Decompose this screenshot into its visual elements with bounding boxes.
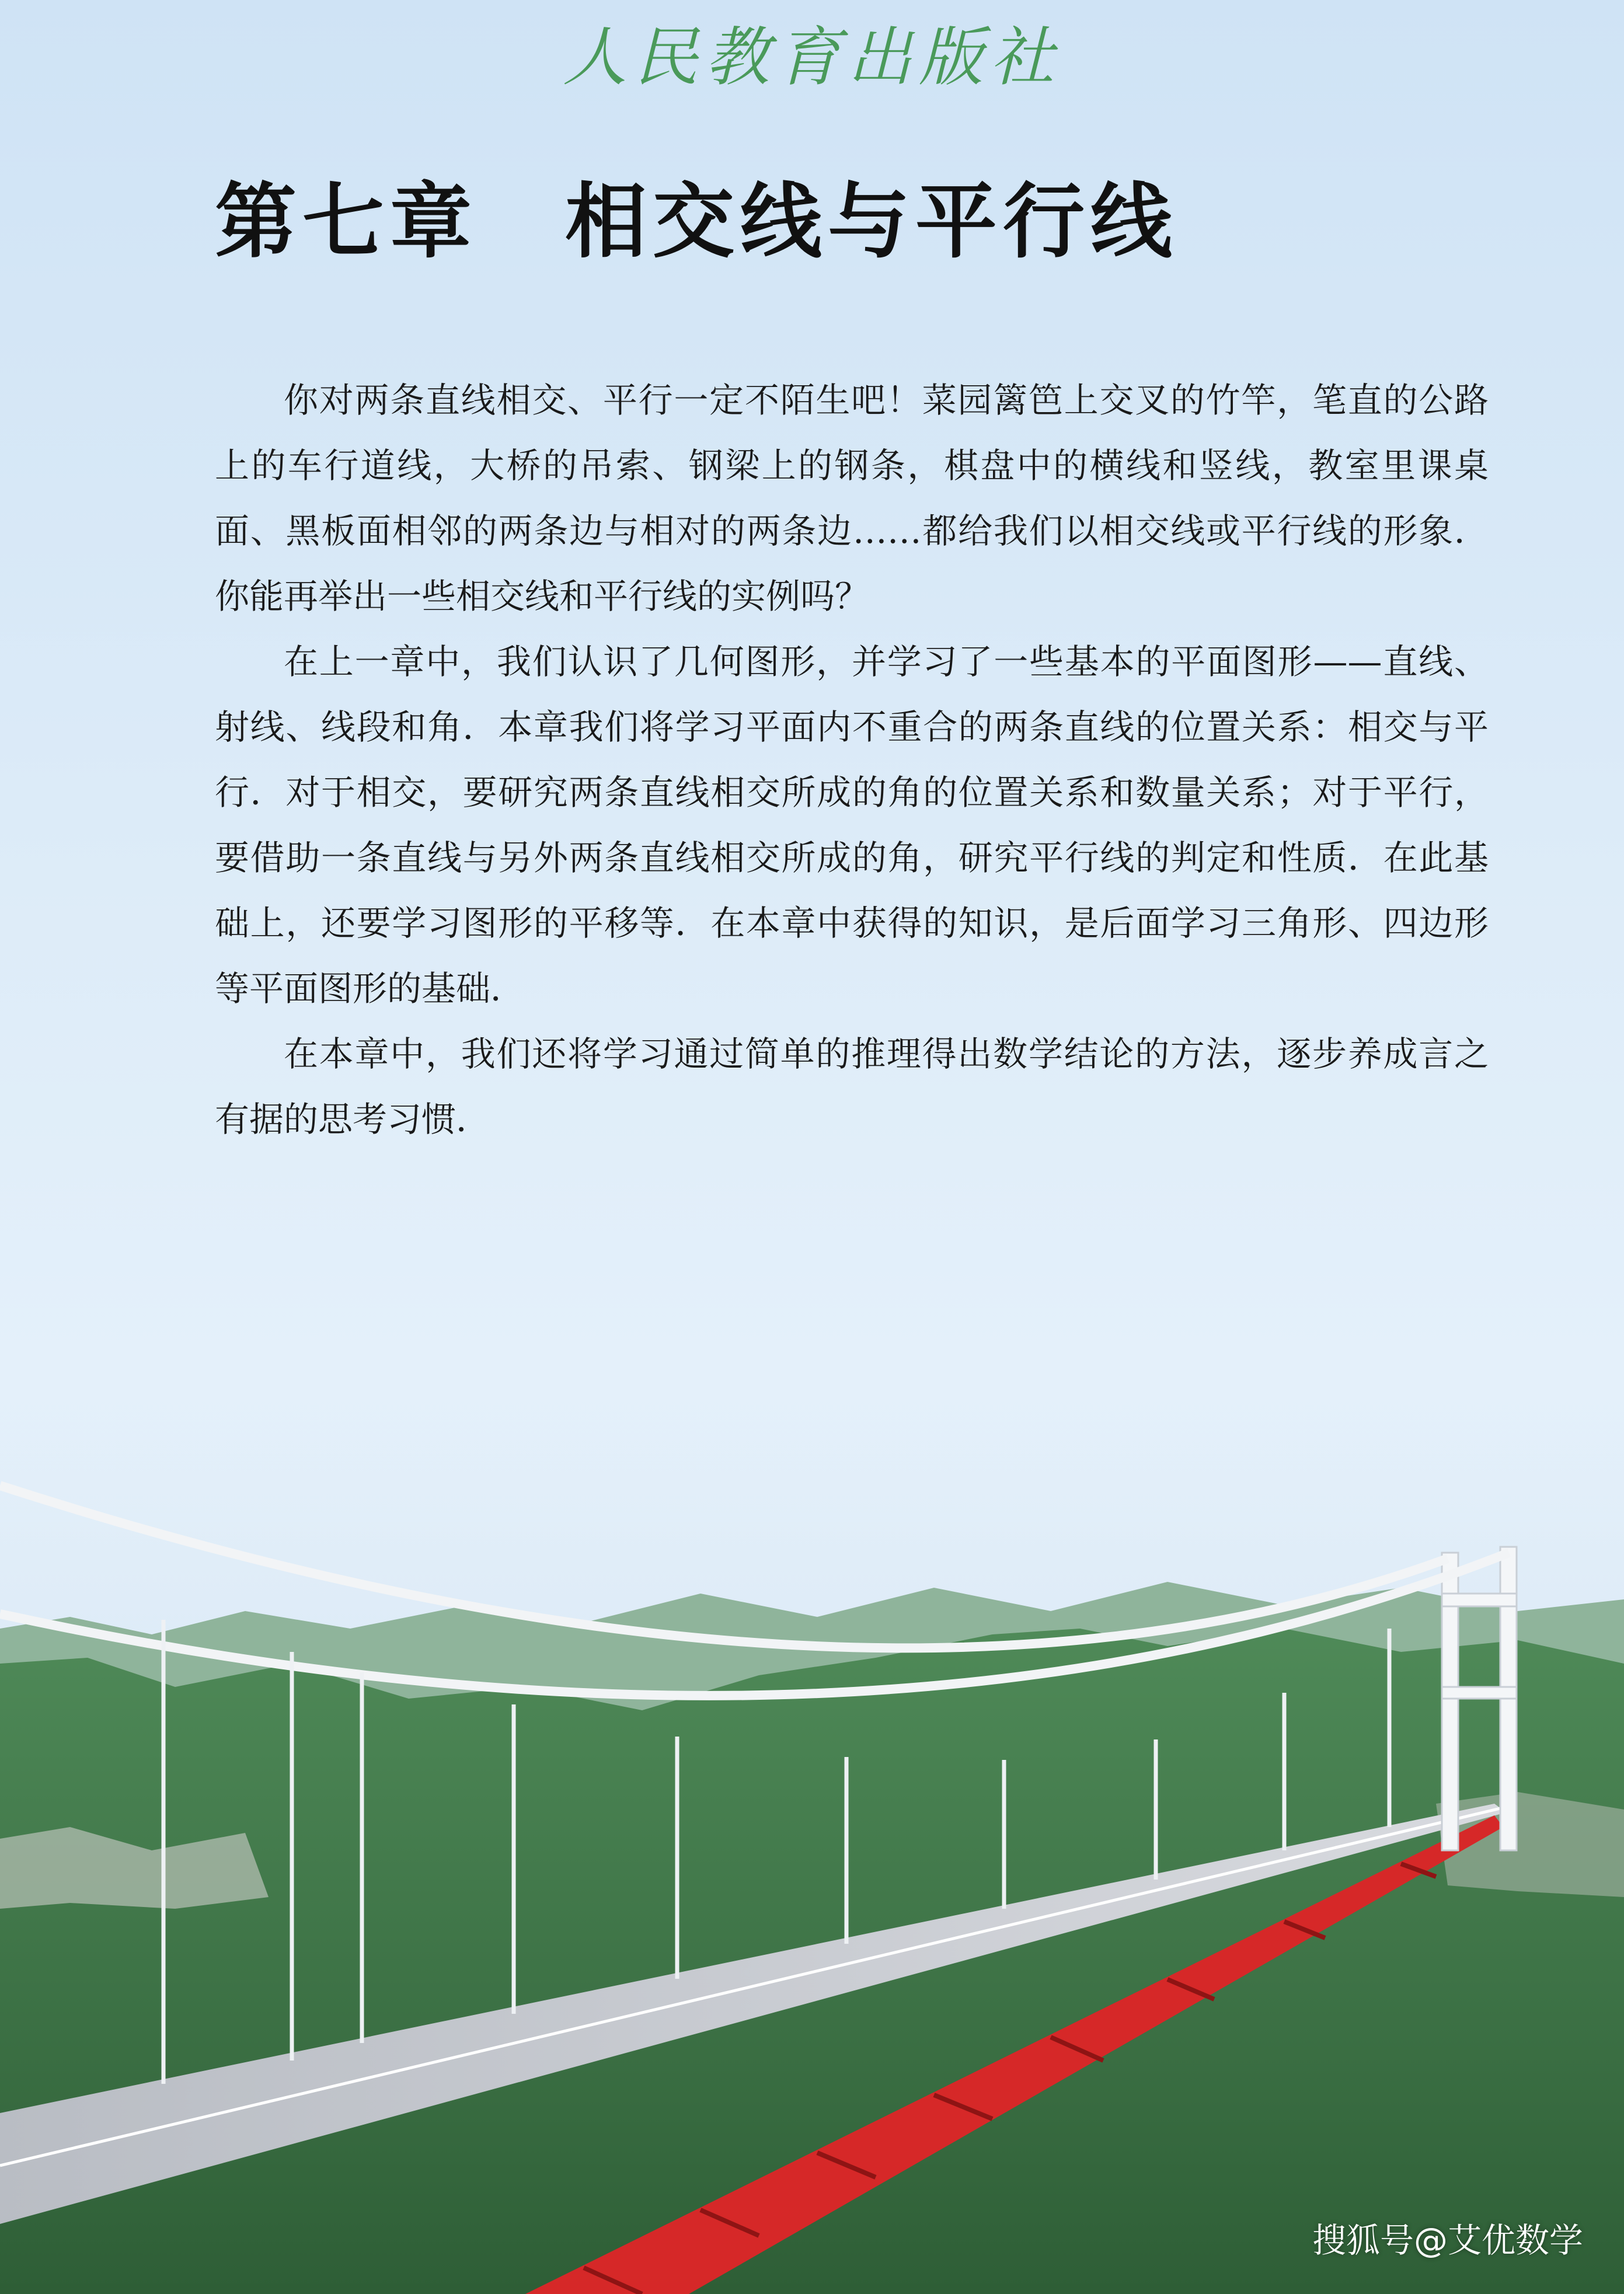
intro-paragraph-1: 你对两条直线相交、平行一定不陌生吧！菜园篱笆上交叉的竹竿，笔直的公路上的车行道线，大桥的吊索、钢梁上的钢条，棋盘中的横线和竖线，教室里课桌面、黑板面相邻的两条边与相对的两条边……都给我们以相交线或平行线的形象．你能再举出一些相交线和平行线的实例吗？ [215, 380, 1489, 616]
chapter-intro [215, 368, 1489, 1152]
chapter-title: 第七章 相交线与平行线 [215, 175, 1179, 270]
intro-paragraph-2: 在上一章中，我们认识了几何图形，并学习了一些基本的平面图形——直线、射线、线段和角．本章我们将学习平面内不重合的两条直线的位置关系：相交与平行．对于相交，要研究两条直线相交所成的角的位置关系和数量关系；对于平行，要借助一条直线与另外两条直线相交所成的角，研究平行线的判定和性质．在此基础上，还要学习图形的平移等．在本章中获得的知识，是后面学习三角形、四边形等平面图形的基础． [215, 642, 1489, 1009]
intro-paragraph-3: 在本章中，我们还将学习通过简单的推理得出数学结论的方法，逐步养成言之有据的思考习惯． [215, 1034, 1489, 1139]
bridge-illustration [0, 1383, 1624, 2294]
publisher-logo: 人民教育出版社 [563, 20, 1061, 95]
watermark: 搜狐号@艾优数学 [1312, 2220, 1583, 2260]
bridge-photo [0, 1383, 1624, 2294]
